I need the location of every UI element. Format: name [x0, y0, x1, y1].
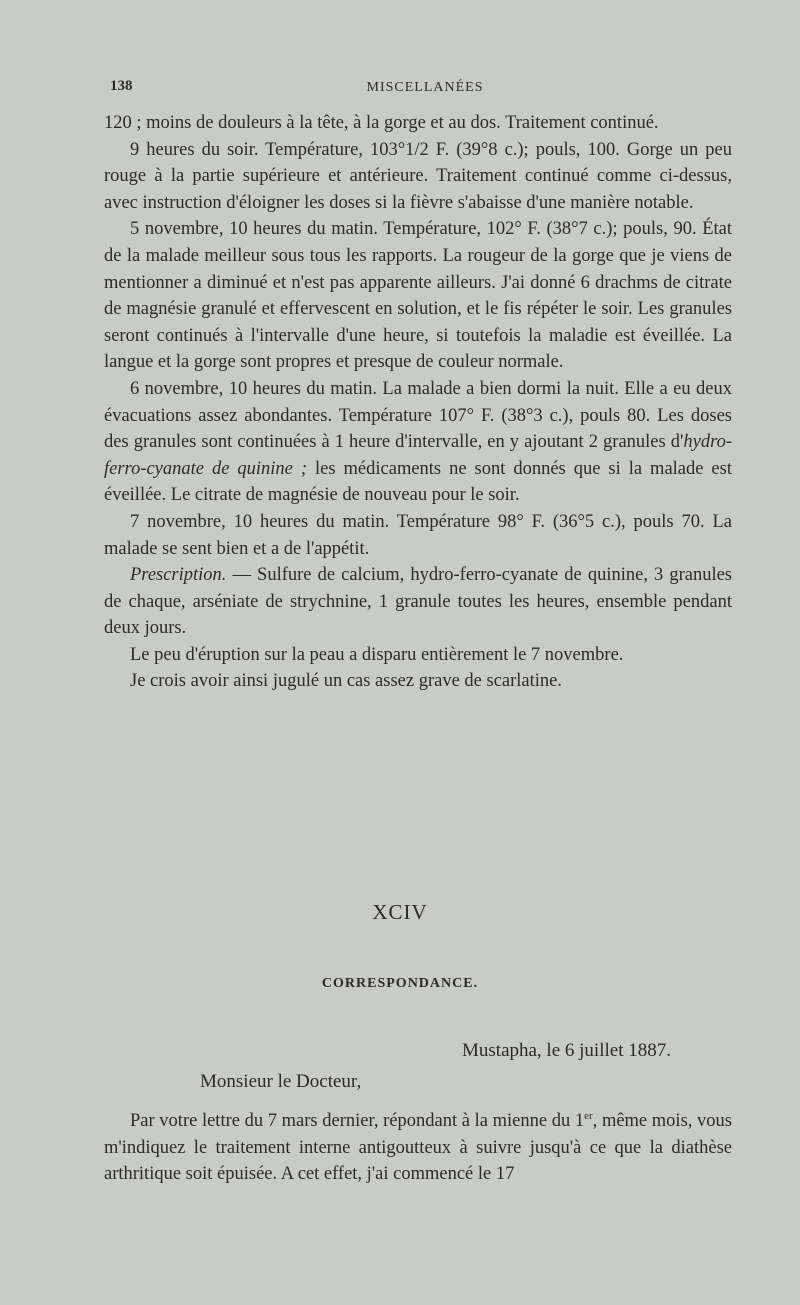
letter-salutation: Monsieur le Docteur, [200, 1071, 362, 1092]
paragraph-5-november: 5 novembre, 10 heures du matin. Température, 102° F. (38°7 c.); pouls, 90. État de la malade meilleur sous tous les rapports. La rougeur de la gorge que je viens de mentionner a diminué et n'est pas apparente ailleurs. J'ai donné 6 drachms de citrate de magnésie granulé et effervescent en solution, et le fis répéter le soir. Les granules seront continués à l'intervalle d'une heure, si toutefois la maladie est éveillée. La langue et la gorge sont propres et presque de couleur normale. [104, 219, 732, 373]
prescription-label: Prescription. [130, 565, 227, 586]
paragraph-evening-note: 9 heures du soir. Température, 103°1/2 F. (39°8 c.); pouls, 100. Gorge un peu rouge à la partie supérieure et antérieure. Traitement continué comme ci-dessus, avec instruction d'éloigner les doses si la fièvre s'abaisse d'une manière notable. [104, 139, 732, 213]
paragraph-conclusion: Je crois avoir ainsi jugulé un cas assez grave de scarlatine. [130, 671, 563, 692]
italic-term: hydro-ferro-cyanate de quinine ; [104, 432, 732, 479]
paragraph-continuation: 120 ; moins de douleurs à la tête, à la gorge et au dos. Traitement continué. [104, 113, 659, 133]
section-number: XCIV [372, 900, 428, 924]
running-head [110, 78, 720, 102]
body-text [104, 110, 732, 695]
section-title: CORRESPONDANCE. [321, 976, 479, 991]
paragraph-7-november: 7 novembre, 10 heures du matin. Température 98° F. (36°5 c.), pouls 70. La malade se sent bien et a de l'appétit. [104, 511, 732, 559]
letter-paragraph [104, 1108, 732, 1188]
paragraph-eruption: Le peu d'éruption sur la peau a disparu entièrement le 7 novembre. [130, 644, 624, 665]
paragraph-6-november [104, 376, 732, 509]
page-number: 138 [110, 78, 133, 94]
letter-date-line: Mustapha, le 6 juillet 1887. [462, 1040, 671, 1061]
text-run: , même mois, vous m'indiquez le traitement interne antigoutteux à suivre jusqu'à ce que la diathèse arthritique soit épuisée. A cet effet, j'ai commencé le 17 [104, 1111, 732, 1185]
text-run: les médicaments ne sont donnés que si la malade est éveillée. Le citrate de magnésie de nouveau pour le soir. [104, 458, 732, 506]
letter-body [104, 1108, 732, 1188]
text-run: — Sulfure de calcium, hydro-ferro-cyanate de quinine, 3 granules de chaque, arséniate de strychnine, 1 granule toutes les heures, ensemble pendant deux jours. [104, 565, 732, 639]
paragraph-prescription [104, 562, 732, 642]
text-run: 6 novembre, 10 heures du matin. La malade a bien dormi la nuit. Elle a eu deux évacuations assez abondantes. Température 107° F. (38°3 c.), pouls 80. Les doses des granules sont continuées à 1 heure d'intervalle, en y ajoutant 2 granules d' [104, 378, 732, 453]
running-title: MISCELLANÉES [366, 80, 484, 95]
superscript: er [584, 1109, 593, 1122]
text-run: Par votre lettre du 7 mars dernier, répondant à la mienne du 1 [130, 1111, 585, 1131]
